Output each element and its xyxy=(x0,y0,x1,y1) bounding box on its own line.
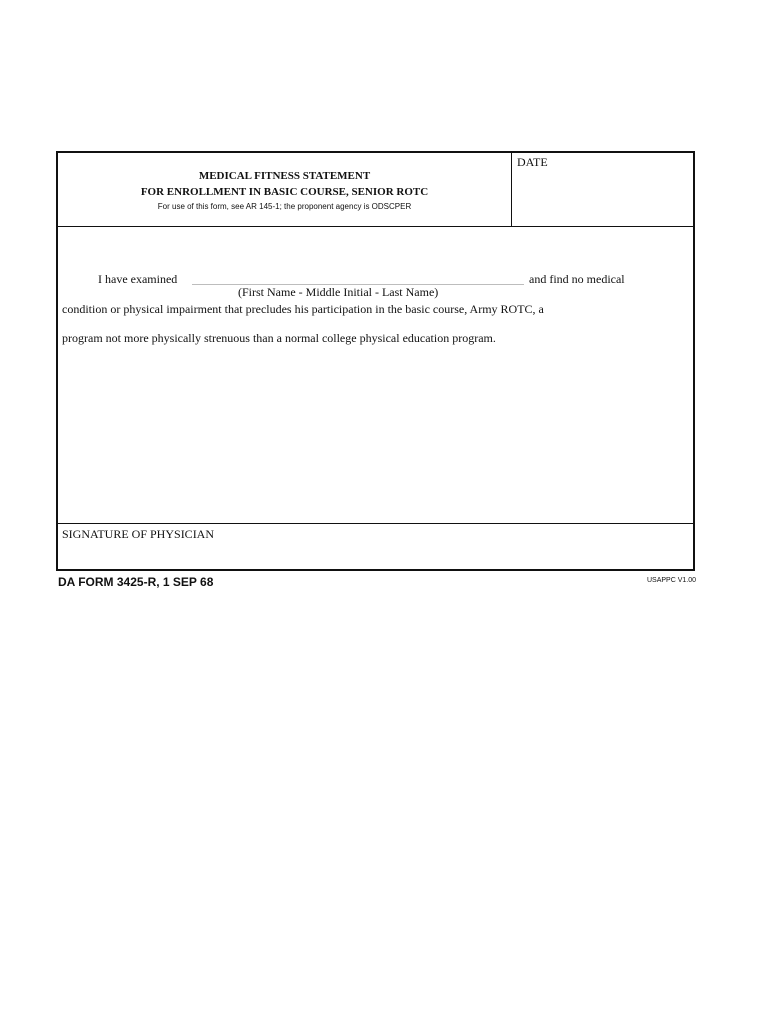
prescription-statement: For use of this form, see AR 145-1; the proponent agency is ODSCPER xyxy=(157,202,412,211)
lead-in-text: I have examined xyxy=(98,272,178,286)
form-header xyxy=(58,153,693,227)
title-cell xyxy=(58,153,512,226)
version-label: USAPPC V1.00 xyxy=(646,577,696,584)
after-name-text: and find no medical xyxy=(529,272,625,286)
statement-line2: condition or physical impairment that precludes his participation in the basic course, Army ROTC, a xyxy=(62,302,544,316)
physician-signature-label: SIGNATURE OF PHYSICIAN xyxy=(62,527,215,541)
form-number: DA FORM 3425-R, 1 SEP 68 xyxy=(58,575,214,589)
medical-fitness-form xyxy=(56,151,695,571)
form-title-line1: MEDICAL FITNESS STATEMENT xyxy=(198,170,371,182)
date-field-label: DATE xyxy=(517,155,548,169)
statement-body xyxy=(58,226,693,524)
form-title-line2: FOR ENROLLMENT IN BASIC COURSE, SENIOR ROTC xyxy=(140,186,429,198)
name-caption: (First Name - Middle Initial - Last Name) xyxy=(238,285,439,299)
statement-line3: program not more physically strenuous than a normal college physical education program. xyxy=(62,331,496,345)
